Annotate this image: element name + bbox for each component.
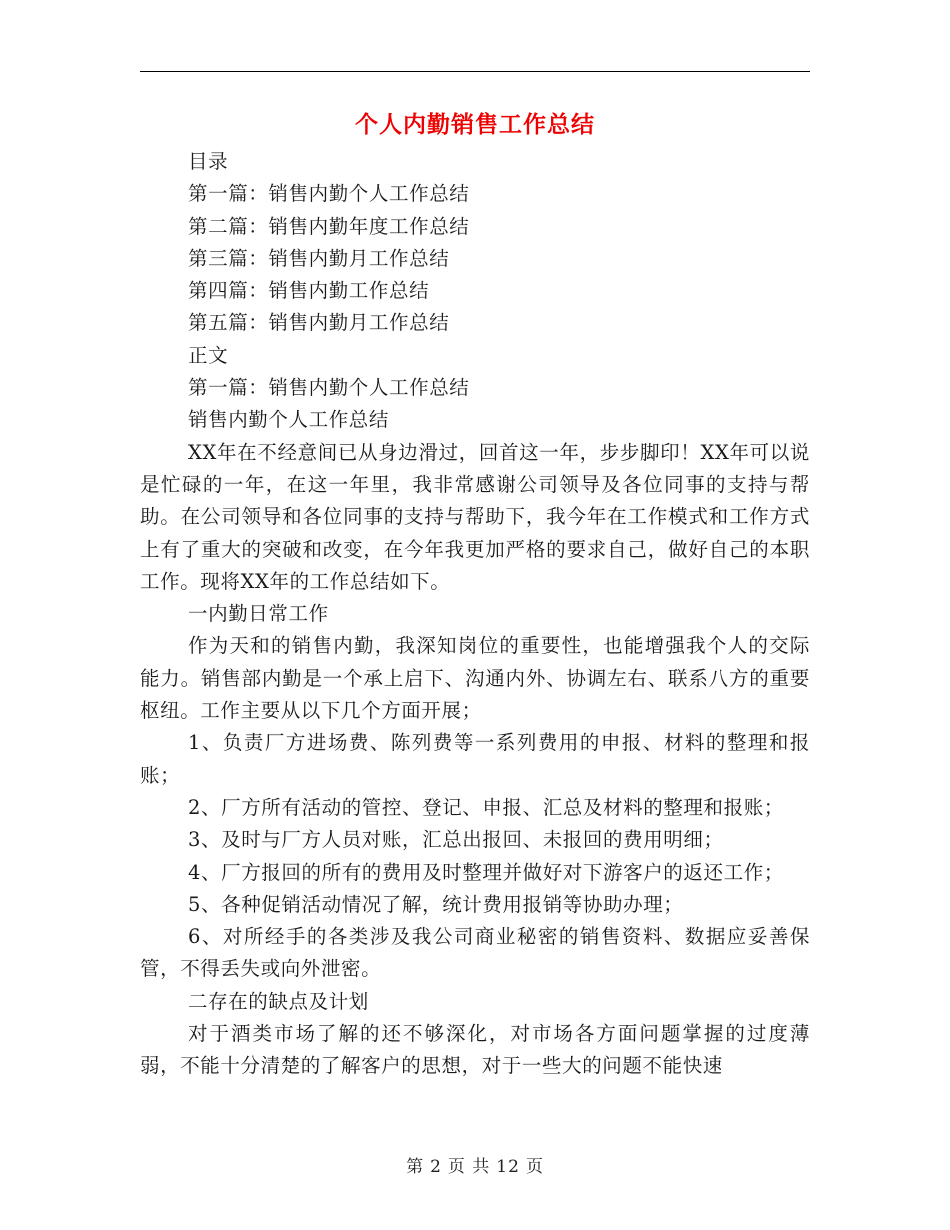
heading-shortcomings: 二存在的缺点及计划 — [188, 989, 369, 1013]
chapter-heading: 第一篇：销售内勤个人工作总结 — [188, 376, 470, 400]
main-text-label: 正文 — [188, 343, 229, 367]
page-footer — [0, 1152, 950, 1177]
toc-item-1: 第一篇：销售内勤个人工作总结 — [188, 182, 470, 206]
intro-paragraph: XX年在不经意间已从身边滑过，回首这一年，步步脚印！XX年可以说是忙碌的一年，在这一年里，我非常感谢公司领导及各位同事的支持与帮助。在公司领导和各位同事的支持与帮助下，我今年在工作模式和工作方式上有了重大的突破和改变，在今年我更加严格的要求自己，做好自己的本职工作。现将XX年的工作总结如下。 — [140, 440, 810, 593]
duty-item-6: 6、对所经手的各类涉及我公司商业秘密的销售资料、数据应妥善保管，不得丢失或向外泄密。 — [140, 925, 810, 981]
daily-work-paragraph: 作为天和的销售内勤，我深知岗位的重要性，也能增强我个人的交际能力。销售部内勤是一个承上启下、沟通内外、协调左右、联系八方的重要枢纽。工作主要从以下几个方面开展； — [140, 634, 810, 723]
shortcomings-paragraph: 对于酒类市场了解的还不够深化，对市场各方面问题掌握的过度薄弱，不能十分清楚的了解客户的思想，对于一些大的问题不能快速 — [140, 1022, 810, 1078]
duty-item-3: 3、及时与厂方人员对账，汇总出报回、未报回的费用明细； — [188, 828, 724, 852]
duty-item-5: 5、各种促销活动情况了解，统计费用报销等协助办理； — [188, 892, 684, 916]
toc-item-2: 第二篇：销售内勤年度工作总结 — [188, 214, 470, 238]
footer-page-number: 2 — [430, 1157, 442, 1177]
toc-item-3: 第三篇：销售内勤月工作总结 — [188, 246, 450, 270]
heading-daily-work: 一内勤日常工作 — [188, 602, 329, 626]
toc-item-4: 第四篇：销售内勤工作总结 — [188, 279, 430, 303]
duty-item-2: 2、厂方所有活动的管控、登记、申报、汇总及材料的整理和报账； — [188, 795, 784, 819]
header-rule — [140, 71, 810, 72]
toc-item-5: 第五篇：销售内勤月工作总结 — [188, 311, 450, 335]
footer-total-pages: 12 — [496, 1157, 520, 1177]
footer-middle: 页 共 — [447, 1157, 491, 1177]
duty-item-1: 1、负责厂方进场费、陈列费等一系列费用的申报、材料的整理和报账； — [140, 731, 810, 787]
document-body — [140, 146, 810, 1083]
section-title: 销售内勤个人工作总结 — [188, 408, 390, 432]
footer-suffix: 页 — [525, 1157, 544, 1177]
duty-item-4: 4、厂方报回的所有的费用及时整理并做好对下游客户的返还工作； — [188, 860, 784, 884]
document-title: 个人内勤销售工作总结 — [355, 111, 595, 138]
footer-prefix: 第 — [406, 1157, 425, 1177]
toc-heading: 目录 — [188, 150, 229, 173]
